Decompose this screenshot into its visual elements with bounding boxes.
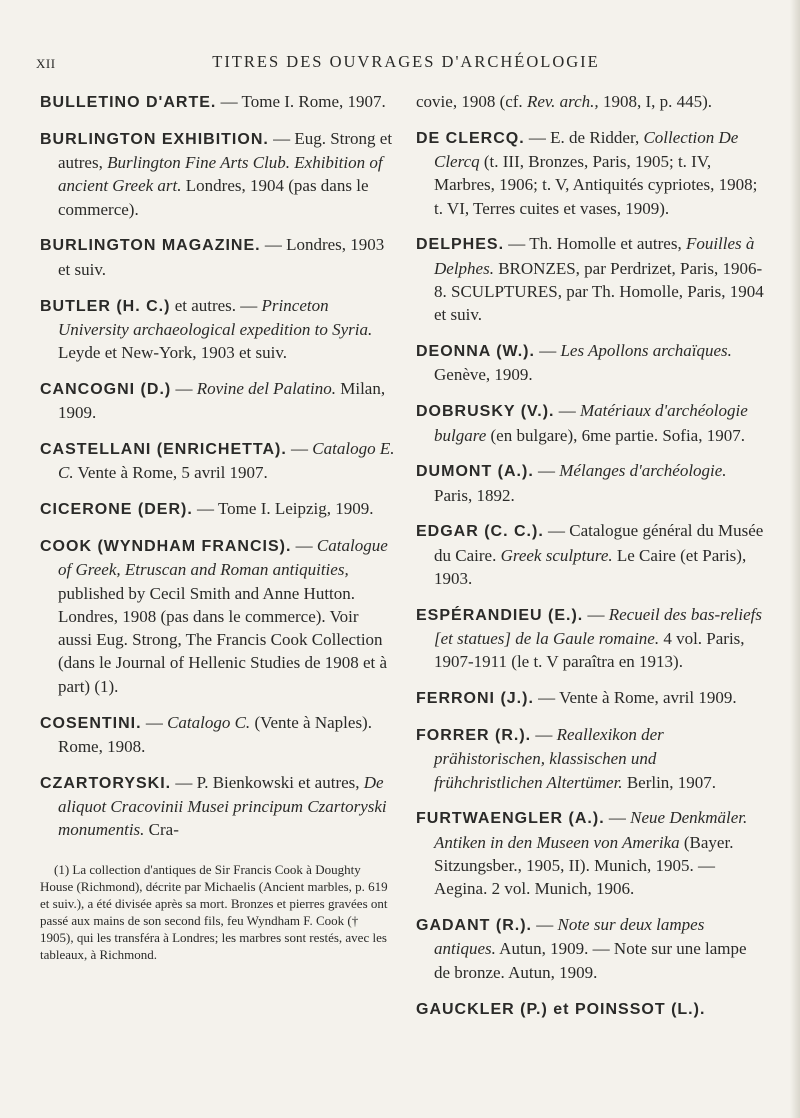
page-edge-shadow <box>790 0 800 1118</box>
bibliography-entry: COSENTINI. — Catalogo C. (Vente à Naples). Rome, 1908. <box>40 712 372 756</box>
left-column <box>40 90 395 963</box>
bibliography-entry: COOK (WYNDHAM FRANCIS). — Catalogue of Greek, Etruscan and Roman antiquities, published by Cecil Smith and Anne Hutton. Londres, 1908 (pas dans le commerce). Voir aussi Eug. Strong, The Francis Cook Collection (dans le Journal of Hellenic Studies de 1908 et à part) (1). <box>40 535 388 696</box>
bibliography-entry: BUTLER (H. C.) et autres. — Princeton University archaeological expedition to Syria. Leyde et New-York, 1903 et suiv. <box>40 295 373 363</box>
bibliography-entry: BULLETINO D'ARTE. — Tome I. Rome, 1907. <box>40 92 386 111</box>
bibliography-entry: FERRONI (J.). — Vente à Rome, avril 1909. <box>416 688 737 708</box>
bibliography-entry: ESPÉRANDIEU (E.). — Recueil des bas-reliefs [et statues] de la Gaule romaine. 4 vol. Paris, 1907-1911 (le t. V paraîtra en 1913). <box>416 604 763 672</box>
bibliography-entry: GAUCKLER (P.) et POINSSOT (L.). <box>416 1000 706 1018</box>
bibliography-entry: DE CLERCQ. — E. de Ridder, Collection De Clercq (t. III, Bronzes, Paris, 1905; t. IV, Marbres, 1906; t. V, Antiquités cypriotes, 1908; t. VI, Terres cuites et vases, 1909). <box>416 127 758 218</box>
bibliography-entry: CZARTORYSKI. — P. Bienkowski et autres, De aliquot Cracovinii Musei principum Czartoryski monumentis. Cra- <box>40 772 387 840</box>
bibliography-entry: BURLINGTON EXHIBITION. — Eug. Strong et autres, Burlington Fine Arts Club. Exhibition of ancient Greek art. Londres, 1904 (pas dans le commerce). <box>40 128 393 219</box>
bibliography-entry: CICERONE (DER). — Tome I. Leipzig, 1909. <box>40 499 374 519</box>
footnote-text: (1) La collection d'antiques de Sir Francis Cook à Doughty House (Richmond), décrite par Michaelis (Ancient marbles, p. 619 et suiv.), a été divisée après sa mort. Bronzes et pierres gravées ont passé aux mains de son second fils, feu Wyndham F. Cook († 1905), qui les transféra à Londres; les marbres sont restés, avec les tableaux, à Richmond. <box>40 862 388 963</box>
bibliography-entry: GADANT (R.). — Note sur deux lampes antiques. Autun, 1909. — Note sur une lampe de bronze. Autun, 1909. <box>416 915 747 982</box>
running-title: TITRES DES OUVRAGES D'ARCHÉOLOGIE <box>212 52 600 71</box>
right-column <box>416 90 766 1033</box>
bibliography-entry: FORRER (R.). — Reallexikon der prähistorischen, klassischen und frühchristlichen Altertümer. Berlin, 1907. <box>416 725 717 792</box>
bibliography-entry: FURTWAENGLER (A.). — Neue Denkmäler. Antiken in den Museen von Amerika (Bayer. Sitzungsber., 1905, II). Munich, 1905. — Aegina. 2 vol. Munich, 1906. <box>416 808 748 899</box>
bibliography-entry: CANCOGNI (D.) — Rovine del Palatino. Milan, 1909. <box>40 378 386 423</box>
bibliography-entry: BURLINGTON MAGAZINE. — Londres, 1903 et suiv. <box>40 235 385 279</box>
footnote <box>40 854 395 963</box>
bibliography-entry: CASTELLANI (ENRICHETTA). — Catalogo E. C. Vente à Rome, 5 avril 1907. <box>40 439 395 483</box>
page-number: XII <box>36 56 56 71</box>
page-header <box>36 52 776 76</box>
bibliography-entry: DELPHES. — Th. Homolle et autres, Fouilles à Delphes. BRONZES, par Perdrizet, Paris, 1906-8. SCULPTURES, par Th. Homolle, Paris, 1904 et suiv. <box>416 234 764 325</box>
bibliography-entry: DEONNA (W.). — Les Apollons archaïques. Genève, 1909. <box>416 341 732 385</box>
bibliography-entry-continued: covie, 1908 (cf. Rev. arch., 1908, I, p. 445). <box>416 92 713 111</box>
bibliography-entry: EDGAR (C. C.). — Catalogue général du Musée du Caire. Greek sculpture. Le Caire (et Paris), 1903. <box>416 521 764 589</box>
bibliography-entry: DOBRUSKY (V.). — Matériaux d'archéologie bulgare (en bulgare), 6me partie. Sofia, 1907. <box>416 401 748 445</box>
bibliography-entry: DUMONT (A.). — Mélanges d'archéologie. Paris, 1892. <box>416 461 727 505</box>
